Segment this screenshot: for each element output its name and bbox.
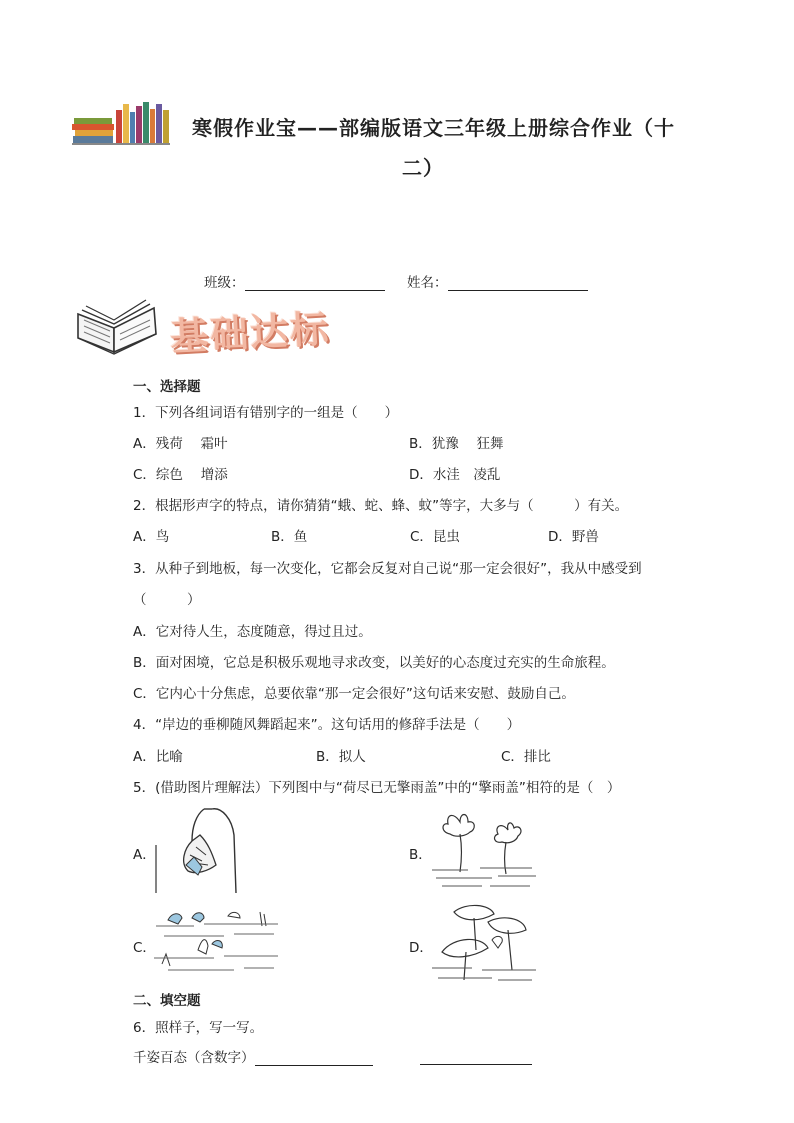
class-field (204, 271, 385, 291)
name-label: 姓名： (407, 275, 448, 291)
q1-option-b[interactable]: B．犹豫 狂舞 (409, 436, 504, 452)
q6-example-label: 千姿百态（含数字） (133, 1050, 255, 1066)
q1-option-d[interactable]: D．水洼 凌乱 (409, 467, 501, 483)
q5-option-d[interactable]: D． (409, 940, 433, 956)
q1-option-c[interactable]: C．综色 增添 (133, 467, 228, 483)
q2-option-a[interactable]: A．鸟 (133, 529, 170, 545)
page-title-line1: 寒假作业宝——部编版语文三年级上册综合作业（十 (192, 116, 675, 140)
q3-stem: 3．从种子到地板，每一次变化，它都会反复对自己说“那一定会很好”，我从中感受到 (133, 561, 642, 577)
q6-answer-blank-1[interactable] (255, 1051, 373, 1066)
q1-stem: 1．下列各组词语有错别字的一组是（ ） (133, 405, 399, 421)
q1-option-a[interactable]: A．残荷 霜叶 (133, 436, 228, 452)
q3-option-a[interactable]: A．它对待人生，态度随意，得过且过。 (133, 624, 372, 640)
q2-option-c[interactable]: C．昆虫 (410, 529, 460, 545)
section1-heading: 一、选择题 (133, 379, 201, 395)
class-blank[interactable] (245, 276, 385, 291)
open-book-icon (74, 294, 164, 356)
page-title-line2: 二） (402, 156, 444, 180)
section-badge: 基础达标 (169, 306, 332, 360)
name-field (407, 271, 588, 291)
q2-stem: 2．根据形声字的特点，请你猜猜“蛾、蛇、蜂、蚊”等字，大多与（ ）有关。 (133, 498, 629, 514)
q6-answer-blank-2[interactable] (420, 1050, 532, 1065)
q2-option-d[interactable]: D．野兽 (548, 529, 599, 545)
q3-paren: （ ） (133, 592, 201, 608)
pond-withered-lotus-image (154, 906, 278, 980)
q4-option-b[interactable]: B．拟人 (316, 749, 366, 765)
q6-stem: 6．照样子，写一写。 (133, 1020, 264, 1036)
q5-option-a[interactable]: A． (133, 847, 156, 863)
name-blank[interactable] (448, 276, 588, 291)
section2-heading: 二、填空题 (133, 993, 201, 1009)
lotus-leaves-image (432, 900, 536, 986)
q3-option-c[interactable]: C．它内心十分焦虑，总要依靠“那一定会很好”这句话来安慰、鼓励自己。 (133, 686, 575, 702)
q4-stem: 4．“岸边的垂柳随风舞蹈起来”。这句话用的修辞手法是（ ） (133, 717, 521, 733)
q6-example-row (133, 1046, 373, 1066)
class-label: 班级： (204, 275, 245, 291)
q4-option-a[interactable]: A．比喻 (133, 749, 183, 765)
q6-answer-blank-2-wrap (420, 1046, 532, 1065)
lotus-flowers-image (432, 806, 536, 892)
q4-option-c[interactable]: C．排比 (501, 749, 551, 765)
q5-stem: 5．(借助图片理解法）下列图中与“荷尽已无擎雨盖”中的“擎雨盖”相符的是（ ） (133, 780, 621, 796)
q5-option-c[interactable]: C． (133, 940, 156, 956)
q5-option-b[interactable]: B． (409, 847, 432, 863)
wilted-lotus-leaf-image (152, 805, 238, 895)
q2-option-b[interactable]: B．鱼 (271, 529, 308, 545)
q3-option-b[interactable]: B．面对困境，它总是积极乐观地寻求改变，以美好的心态度过充实的生命旅程。 (133, 655, 615, 671)
books-icon (72, 100, 172, 146)
